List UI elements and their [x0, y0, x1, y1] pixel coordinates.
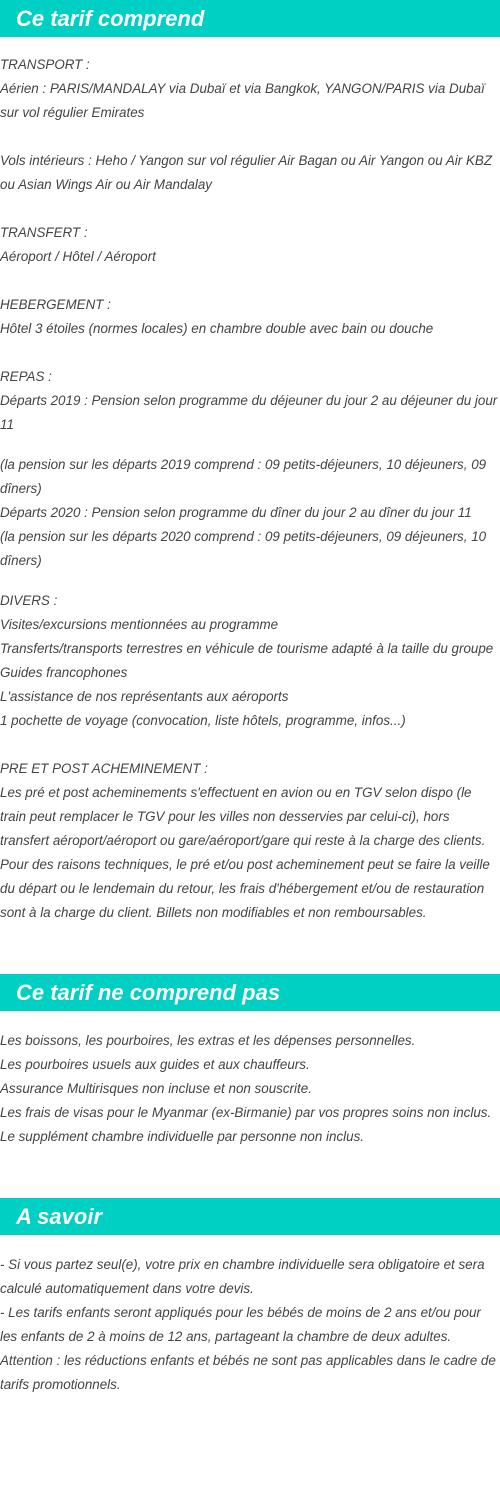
- hebergement-block: [0, 293, 500, 341]
- section-header-a-savoir: A savoir: [0, 1198, 500, 1235]
- repas-label: REPAS :: [0, 369, 52, 384]
- list-item: Assurance Multirisques non incluse et non souscrite.: [0, 1081, 312, 1096]
- section-header-comprend: Ce tarif comprend: [0, 0, 500, 37]
- divers-block: [0, 589, 500, 733]
- section-content-a-savoir: [0, 1235, 500, 1397]
- list-item: Les frais de visas pour le Myanmar (ex-Birmanie) par vos propres soins non inclus.: [0, 1105, 492, 1120]
- repas-detail-block: [0, 453, 500, 573]
- repas-2019: Départs 2019 : Pension selon programme du déjeuner du jour 2 au déjeuner du jour 11: [0, 393, 498, 432]
- a-savoir-list: [0, 1253, 500, 1397]
- repas-block: [0, 365, 500, 437]
- transfert-block: [0, 221, 500, 269]
- list-item: Attention : les réductions enfants et bébés ne sont pas applicables dans le cadre de tarifs promotionnels.: [0, 1353, 496, 1392]
- divers-item: Guides francophones: [0, 665, 128, 680]
- divers-item: 1 pochette de voyage (convocation, liste hôtels, programme, infos...): [0, 713, 406, 728]
- pre-post-block: [0, 757, 500, 925]
- divers-label: DIVERS :: [0, 593, 58, 608]
- divers-item: Transferts/transports terrestres en véhicule de tourisme adapté à la taille du groupe: [0, 641, 494, 656]
- section-content-comprend: [0, 37, 500, 925]
- transfert-value: Aéroport / Hôtel / Aéroport: [0, 249, 156, 264]
- hebergement-label: HEBERGEMENT :: [0, 297, 111, 312]
- transfert-label: TRANSFERT :: [0, 225, 88, 240]
- divers-item: Visites/excursions mentionnées au programme: [0, 617, 279, 632]
- repas-2020: Départs 2020 : Pension selon programme du dîner du jour 2 au dîner du jour 11: [0, 505, 472, 520]
- section-ne-comprend-pas: [0, 974, 500, 1149]
- repas-2020-detail: (la pension sur les départs 2020 comprend : 09 petits-déjeuners, 09 déjeuners, 10 dîners): [0, 529, 487, 568]
- transport-block: [0, 53, 500, 125]
- pre-post-value: Les pré et post acheminements s'effectuent en avion ou en TGV selon dispo (le train peut remplacer le TGV pour les villes non desservies par celui-ci), hors transfert aéroport/aéroport ou gare/aéroport/gare qui reste à la charge des clients. Pour des raisons techniques, le pré et/ou post acheminement peut se faire la veille du départ ou le lendemain du retour, les frais d'hébergement et/ou de restauration sont à la charge du client. Billets non modifiables et non remboursables.: [0, 785, 490, 920]
- section-a-savoir: [0, 1198, 500, 1397]
- vols-interieurs: Vols intérieurs : Heho / Yangon sur vol régulier Air Bagan ou Air Yangon ou Air KBZ ou Asian Wings Air ou Air Mandalay: [0, 153, 492, 192]
- list-item: Les boissons, les pourboires, les extras et les dépenses personnelles.: [0, 1033, 416, 1048]
- section-content-ne-comprend-pas: [0, 1011, 500, 1149]
- section-header-ne-comprend-pas: Ce tarif ne comprend pas: [0, 974, 500, 1011]
- vols-interieurs-block: [0, 149, 500, 197]
- transport-label: TRANSPORT :: [0, 57, 90, 72]
- list-item: Le supplément chambre individuelle par personne non inclus.: [0, 1129, 365, 1144]
- list-item: - Si vous partez seul(e), votre prix en chambre individuelle sera obligatoire et sera calculé automatiquement dans votre devis.: [0, 1257, 485, 1296]
- list-item: Les pourboires usuels aux guides et aux chauffeurs.: [0, 1057, 310, 1072]
- repas-2019-detail: (la pension sur les départs 2019 comprend : 09 petits-déjeuners, 10 déjeuners, 09 dîners): [0, 457, 487, 496]
- list-item: - Les tarifs enfants seront appliqués pour les bébés de moins de 2 ans et/ou pour les enfants de 2 à moins de 12 ans, partageant la chambre de deux adultes.: [0, 1305, 481, 1344]
- hebergement-value: Hôtel 3 étoiles (normes locales) en chambre double avec bain ou douche: [0, 321, 434, 336]
- divers-item: L'assistance de nos représentants aux aéroports: [0, 689, 289, 704]
- pre-post-label: PRE ET POST ACHEMINEMENT :: [0, 761, 208, 776]
- transport-aerien: Aérien : PARIS/MANDALAY via Dubaï et via Bangkok, YANGON/PARIS via Dubaï sur vol régulier Emirates: [0, 81, 485, 120]
- ne-comprend-pas-list: [0, 1029, 500, 1149]
